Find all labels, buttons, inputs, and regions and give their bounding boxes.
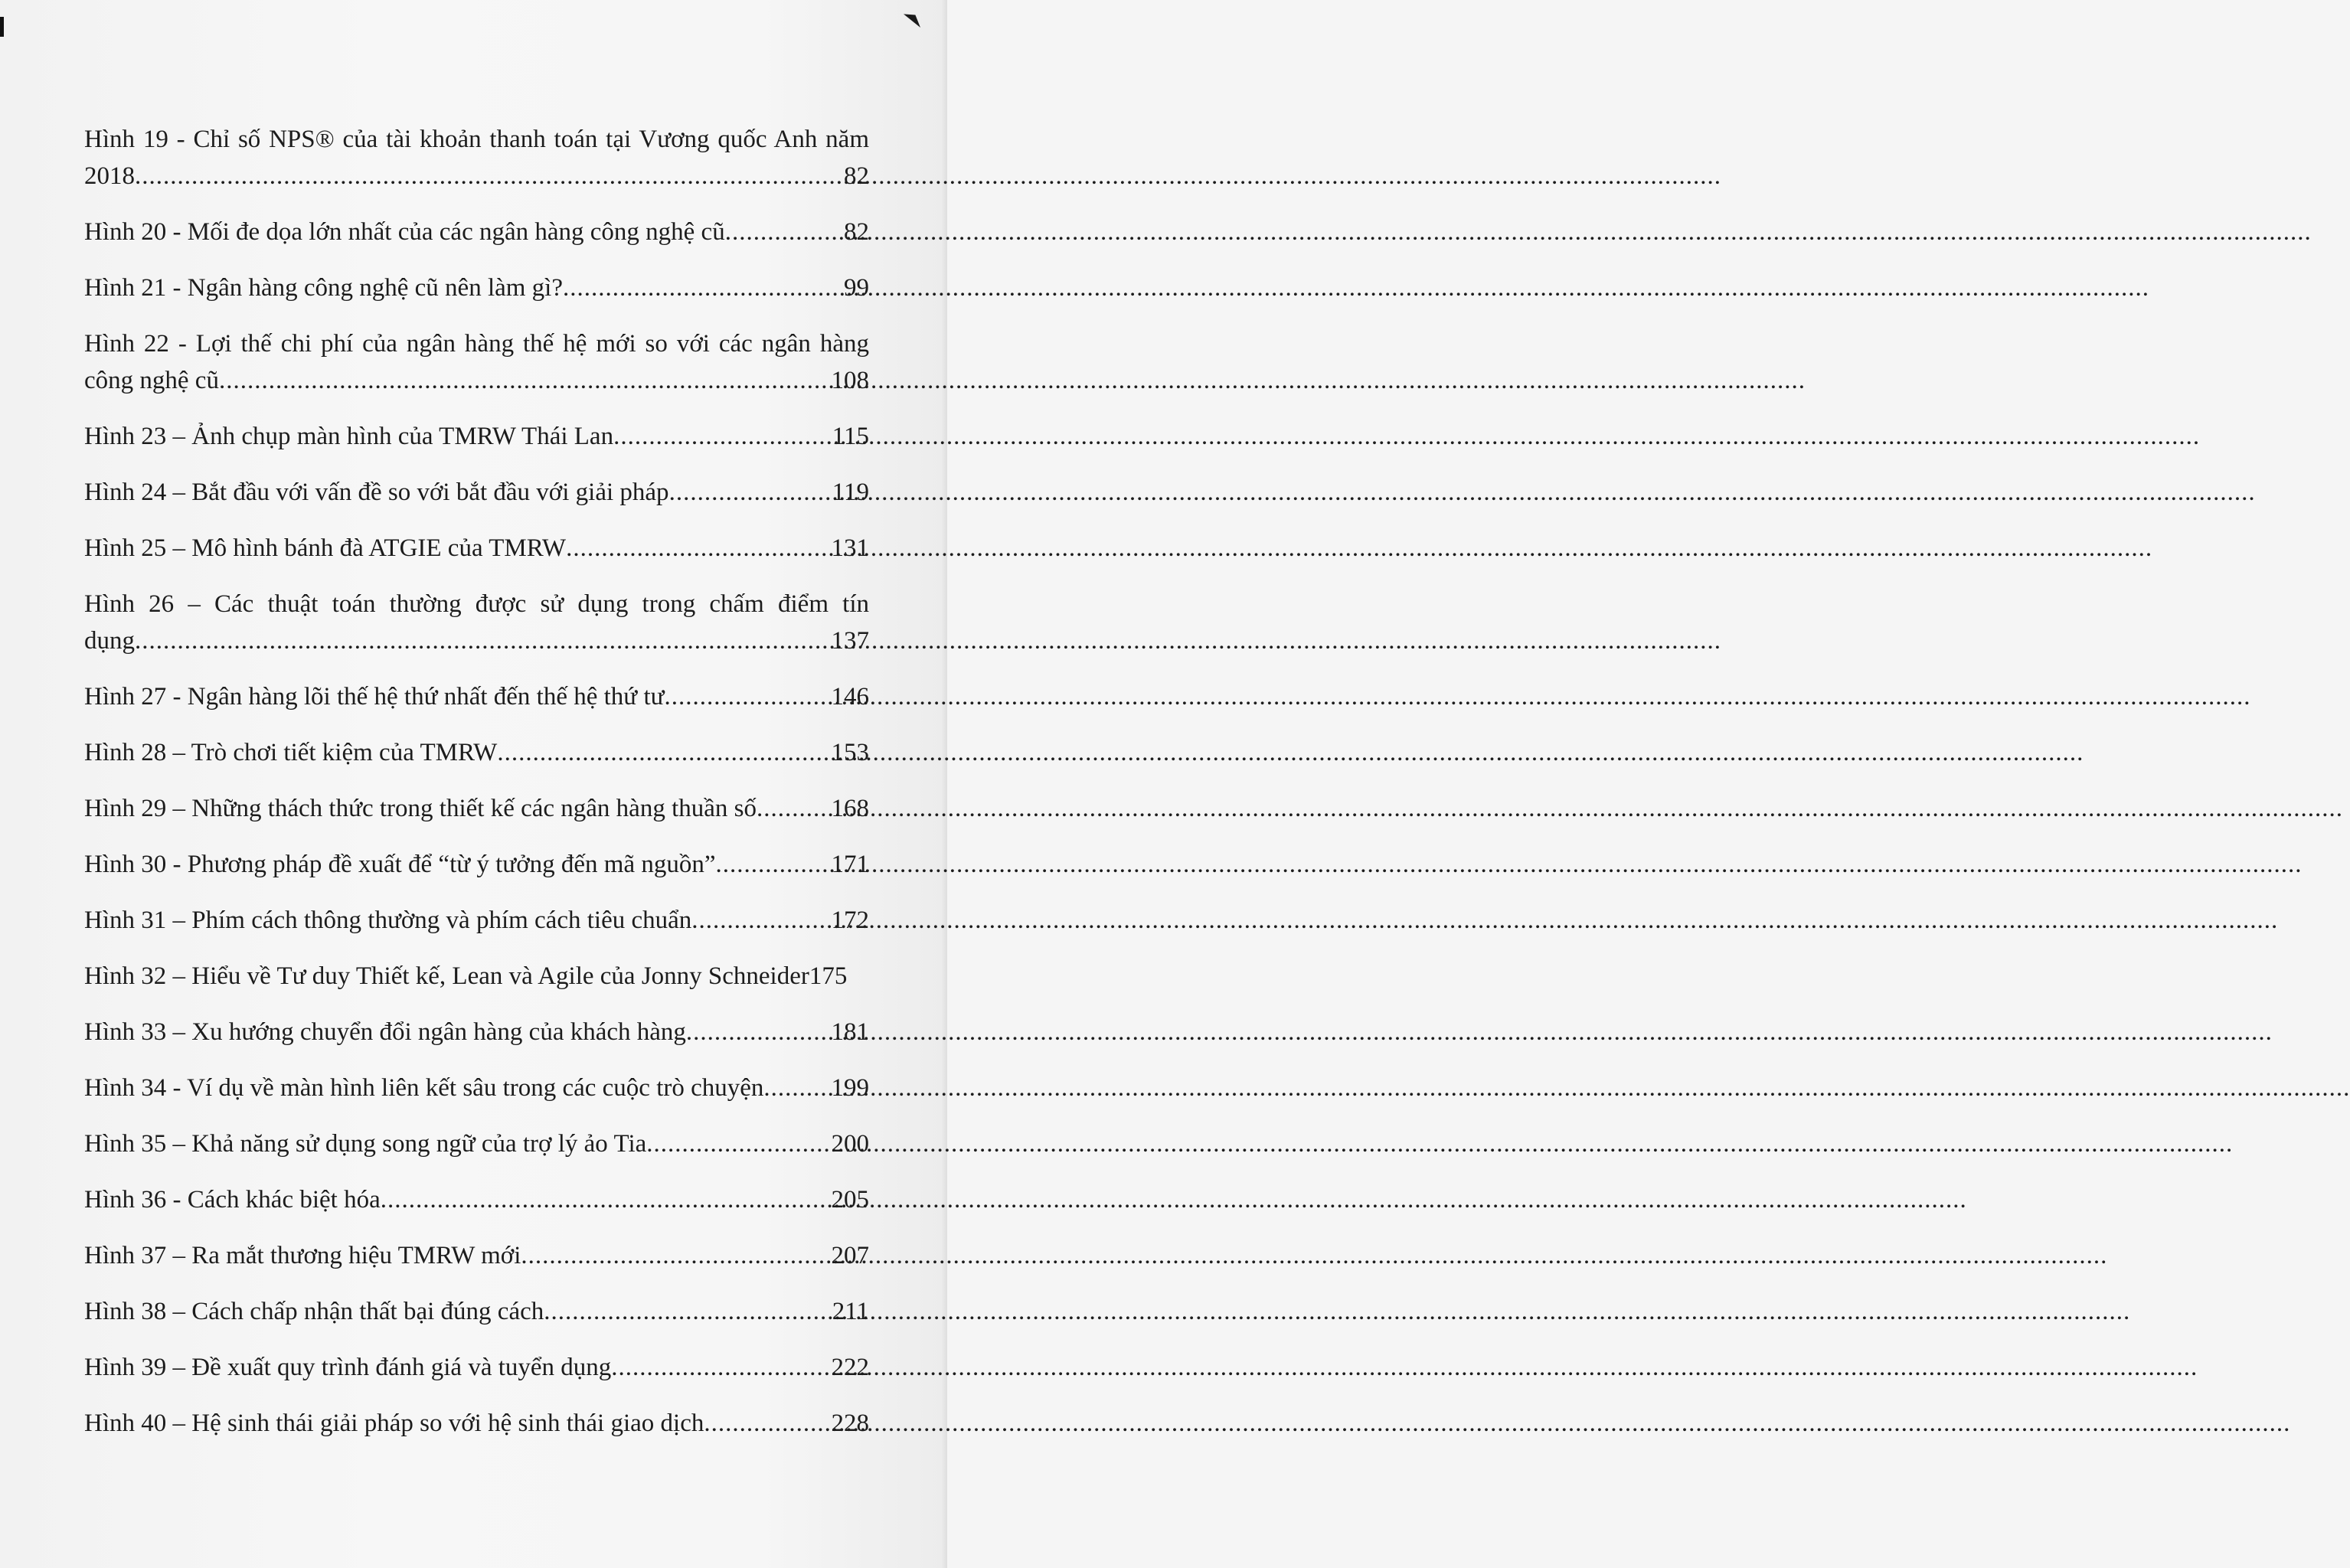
toc-entry-text-continued: 2018 <box>84 162 135 190</box>
toc-entry-text: Hình 36 - Cách khác biệt hóa <box>84 1186 381 1214</box>
dot-leader <box>566 530 831 567</box>
toc-entry-text: Hình 40 – Hệ sinh thái giải pháp so với hệ sinh thái giao dịch <box>84 1410 704 1437</box>
toc-entry-continuation <box>84 622 869 659</box>
dot-leader <box>686 1014 832 1050</box>
toc-entry-figure-19 <box>84 121 869 194</box>
page-number: 228 <box>831 1410 869 1437</box>
dot-leader <box>716 846 832 883</box>
toc-entry-figure-25 <box>84 530 869 567</box>
dot-leader <box>646 1125 831 1162</box>
toc-entry-text-continued: công nghệ cũ <box>84 367 219 394</box>
toc-entry-figure-39 <box>84 1349 869 1386</box>
toc-entry-figure-32 <box>84 958 869 995</box>
page-number: 171 <box>831 851 869 878</box>
page-number: 119 <box>832 479 869 506</box>
toc-entry-figure-24 <box>84 474 869 511</box>
toc-entry-text: Hình 23 – Ảnh chụp màn hình của TMRW Thái Lan <box>84 423 614 450</box>
page-number: 99 <box>844 274 869 302</box>
dot-leader <box>691 902 831 939</box>
toc-entry-continuation <box>84 362 869 399</box>
toc-entry-text: Hình 35 – Khả năng sử dụng song ngữ của trợ lý ảo Tia <box>84 1130 647 1158</box>
dot-leader <box>665 678 832 715</box>
toc-entry-figure-38 <box>84 1293 869 1330</box>
page-number: 131 <box>831 534 869 562</box>
scan-edge-mark <box>0 17 4 37</box>
toc-entry-figure-33 <box>84 1014 869 1050</box>
page-number: 153 <box>831 739 869 766</box>
page-number: 205 <box>831 1186 869 1214</box>
toc-entry-text: Hình 25 – Mô hình bánh đà ATGIE của TMRW <box>84 534 567 562</box>
page-number: 137 <box>831 627 869 655</box>
toc-entry-text: Hình 38 – Cách chấp nhận thất bại đúng cách <box>84 1298 544 1325</box>
document-page <box>0 0 947 1568</box>
page-number: 146 <box>831 683 869 710</box>
page-number: 108 <box>831 367 869 394</box>
dot-leader <box>544 1293 832 1330</box>
toc-entry-figure-34 <box>84 1070 869 1106</box>
toc-entry-text: Hình 24 – Bắt đầu với vấn đề so với bắt đầu với giải pháp <box>84 479 669 506</box>
page-number: 172 <box>831 906 869 934</box>
toc-entry-text: Hình 28 – Trò chơi tiết kiệm của TMRW <box>84 739 498 766</box>
dot-leader <box>219 362 832 399</box>
dot-leader <box>763 1070 831 1106</box>
page-number: 181 <box>831 1018 869 1046</box>
toc-entry-text: Hình 32 – Hiểu về Tư duy Thiết kế, Lean và Agile của Jonny Schneider <box>84 962 809 990</box>
page-number: 199 <box>831 1074 869 1102</box>
dot-leader <box>135 622 832 659</box>
dot-leader <box>521 1237 831 1274</box>
dot-leader <box>669 474 832 511</box>
page-number: 82 <box>844 218 869 246</box>
toc-entry-figure-26 <box>84 586 869 659</box>
toc-entry-figure-37 <box>84 1237 869 1274</box>
toc-entry-figure-23 <box>84 418 869 455</box>
toc-entry-figure-31 <box>84 902 869 939</box>
toc-entry-text: Hình 31 – Phím cách thông thường và phím cách tiêu chuẩn <box>84 906 692 934</box>
toc-entry-text: Hình 21 - Ngân hàng công nghệ cũ nên làm gì? <box>84 274 564 302</box>
list-of-figures <box>84 121 869 1461</box>
toc-entry-text: Hình 20 - Mối đe dọa lớn nhất của các ngân hàng công nghệ cũ <box>84 218 725 246</box>
toc-entry-figure-30 <box>84 846 869 883</box>
toc-entry-figure-21 <box>84 270 869 306</box>
toc-entry-figure-35 <box>84 1125 869 1162</box>
toc-entry-figure-40 <box>84 1405 869 1442</box>
page-number: 115 <box>832 423 869 450</box>
page-number: 207 <box>831 1242 869 1269</box>
toc-entry-text: Hình 33 – Xu hướng chuyển đổi ngân hàng của khách hàng <box>84 1018 686 1046</box>
dot-leader <box>757 790 832 827</box>
page-number: 200 <box>831 1130 869 1158</box>
dot-leader <box>135 158 844 194</box>
page-number: 222 <box>831 1354 869 1381</box>
dot-leader <box>563 270 844 306</box>
dot-leader <box>497 734 831 771</box>
dot-leader <box>704 1405 831 1442</box>
toc-entry-figure-20 <box>84 214 869 250</box>
page-number: 211 <box>832 1298 869 1325</box>
toc-entry-text: Hình 30 - Phương pháp đề xuất để “từ ý tưởng đến mã nguồn” <box>84 851 716 878</box>
toc-entry-text: Hình 29 – Những thách thức trong thiết kế các ngân hàng thuần số <box>84 795 757 822</box>
toc-entry-text: Hình 34 - Ví dụ về màn hình liên kết sâu trong các cuộc trò chuyện <box>84 1074 764 1102</box>
toc-entry-text: Hình 27 - Ngân hàng lõi thế hệ thứ nhất đến thế hệ thứ tư <box>84 683 665 710</box>
page-number: 168 <box>831 795 869 822</box>
toc-entry-figure-28 <box>84 734 869 771</box>
toc-entry-figure-22 <box>84 325 869 399</box>
toc-entry-continuation <box>84 158 869 194</box>
toc-entry-text: Hình 39 – Đề xuất quy trình đánh giá và tuyển dụng <box>84 1354 612 1381</box>
dot-leader <box>611 1349 831 1386</box>
toc-entry-figure-27 <box>84 678 869 715</box>
toc-entry-text: Hình 26 – Các thuật toán thường được sử dụng trong chấm điểm tín <box>84 590 869 618</box>
toc-entry-text: Hình 37 – Ra mắt thương hiệu TMRW mới <box>84 1242 521 1269</box>
dot-leader <box>381 1181 832 1218</box>
toc-entry-figure-29 <box>84 790 869 827</box>
toc-entry-text: Hình 19 - Chỉ số NPS® của tài khoản thanh toán tại Vương quốc Anh năm <box>84 126 869 153</box>
page-number: 82 <box>844 162 869 190</box>
dot-leader <box>725 214 844 250</box>
scan-corner-mark <box>904 11 920 28</box>
toc-entry-text-continued: dụng <box>84 627 135 655</box>
toc-entry-figure-36 <box>84 1181 869 1218</box>
dot-leader <box>613 418 832 455</box>
page-number: 175 <box>809 962 848 990</box>
toc-entry-text: Hình 22 - Lợi thế chi phí của ngân hàng thế hệ mới so với các ngân hàng <box>84 330 869 358</box>
